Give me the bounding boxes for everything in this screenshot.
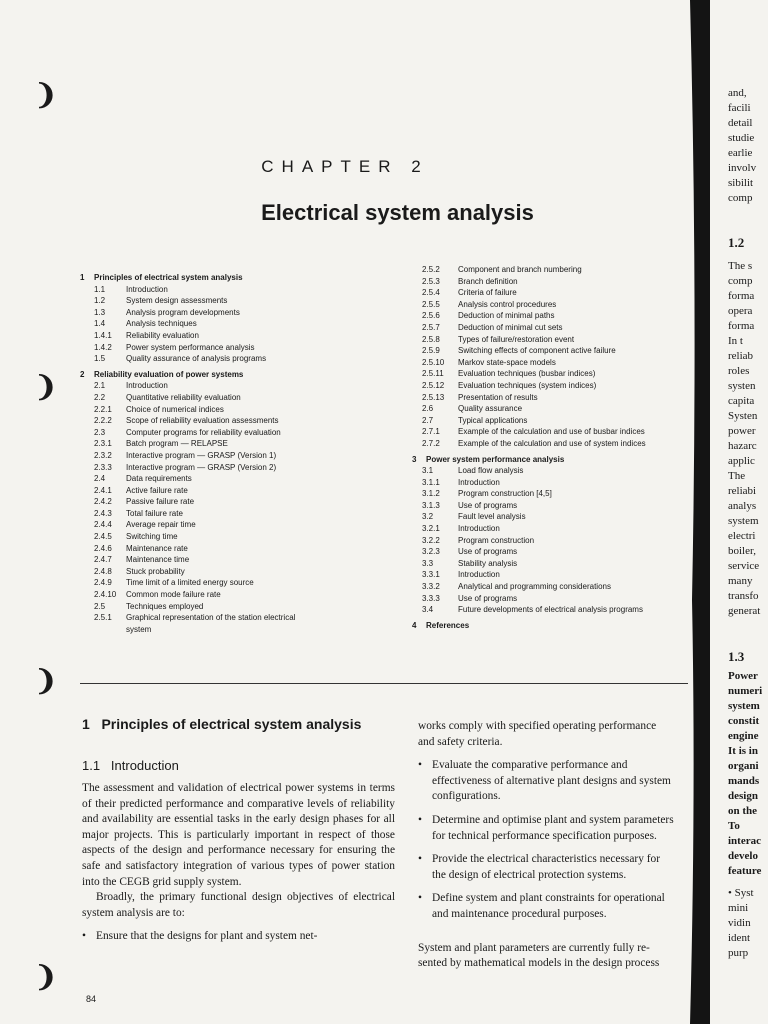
adjacent-page-line: system [728,515,759,527]
toc-entry-number: 2.4.4 [94,520,112,530]
toc-entry-title: Introduction [458,477,500,487]
adjacent-page-line: vidin [728,917,751,929]
toc-entry-number: 1 [80,273,85,282]
toc-entry [412,523,690,535]
adjacent-page-line: systen [728,380,756,392]
toc-entry-number: 2.5.6 [422,311,440,321]
toc-entry-number: 3.3.1 [422,570,440,580]
adjacent-page-line: numeri [728,685,763,697]
adjacent-page-line: studie [728,132,755,144]
chapter-label: CHAPTER 2 [261,157,429,176]
toc-entry [80,318,370,330]
bullet-icon: • [418,892,422,905]
bullet-icon: • [418,853,422,866]
closing-text [418,941,686,972]
bullet-item [418,758,686,805]
toc-entry [80,531,370,543]
toc-entry-number: 2.4.6 [94,543,112,553]
toc-entry-number: 3.2.3 [422,547,440,557]
toc-entry-title: Evaluation techniques (system indices) [458,380,597,390]
toc-entry [412,546,690,558]
toc-entry [412,438,690,450]
toc-entry [412,380,690,392]
toc-entry [412,415,690,427]
adjacent-page-line: design [728,790,758,802]
toc-entry [80,519,370,531]
toc-entry-number: 1.3 [94,307,106,317]
adjacent-page-line: facili [728,102,751,114]
toc-entry-title: Presentation of results [458,392,538,402]
toc-entry [412,454,690,466]
adjacent-page-line: generat [728,605,761,617]
toc-entry [412,264,690,276]
bullet-item [418,891,686,922]
adjacent-page-line: 1.2 [728,235,745,250]
toc-entry-title: Interactive program — GRASP (Version 1) [126,450,277,460]
toc-entry-title: Example of the calculation and use of busbar indices [458,427,645,437]
toc-entry [80,353,370,365]
toc-entry-title: Analysis program developments [126,307,240,317]
adjacent-page-line: involv [728,162,757,174]
adjacent-page-line: ident [728,932,750,944]
adjacent-page-line: electri [728,530,756,542]
toc-entry-number: 3.1.3 [422,500,440,510]
toc-entry [412,477,690,489]
toc-entry-title: Use of programs [458,593,518,603]
toc-entry-title: References [426,620,470,630]
toc-entry [80,508,370,520]
toc-entry-number: 2.1 [94,381,106,391]
toc-entry [80,462,370,474]
toc-entry-title: Maintenance rate [126,543,188,553]
toc-entry-title: Program construction [458,535,535,545]
toc-entry-number: 1.1 [94,284,106,294]
toc-entry [412,287,690,299]
adjacent-page-line: mands [728,775,760,787]
body-left-column [82,716,395,945]
toc-entry [80,415,370,427]
toc-entry-number: 1.4.2 [94,342,112,352]
toc-entry [412,558,690,570]
adjacent-page-line: The s [728,260,753,272]
toc-entry-title: Deduction of minimal cut sets [458,322,563,332]
toc-entry-title: Reliability evaluation [126,330,199,340]
bullet-text: Ensure that the designs for plant and system net- [96,930,318,943]
toc-entry-number: 2.5.7 [422,322,440,332]
adjacent-page-line: comp [728,192,753,204]
toc-entry [412,322,690,334]
toc-entry-title: Interactive program — GRASP (Version 2) [126,462,277,472]
toc-entry [412,488,690,500]
toc-entry [412,403,690,415]
toc-entry [412,511,690,523]
text-line: and maintenance procedural purposes. [432,907,607,920]
toc-entry-title: Reliability evaluation of power systems [94,369,244,379]
toc-entry-number: 3 [412,454,417,464]
book-binding-shadow [690,0,710,1024]
toc-entry [80,369,370,381]
bullet-item [418,852,686,883]
toc-entry-number: 3.1.2 [422,489,440,499]
toc-entry-number: 2.2 [94,392,106,402]
adjacent-page-line: purp [728,947,749,959]
toc-entry-number: 2.4 [94,474,106,484]
toc-entry [412,604,690,616]
adjacent-page-line: transfo [728,590,759,602]
toc-entry-number: 2.5.11 [422,369,444,379]
toc-entry-title: Criteria of failure [458,288,517,298]
text-line: Determine and optimise plant and system parameters [432,813,674,826]
page-number: 84 [86,994,97,1004]
adjacent-page-line: detail [728,117,753,129]
toc-entry-title: Stability analysis [458,558,518,568]
toc-entry [412,535,690,547]
toc-entry [80,589,370,601]
toc-entry-title: Analysis techniques [126,319,197,329]
toc-entry [412,357,690,369]
toc-entry-title: Quality assurance of analysis programs [126,354,267,364]
toc-entry-title: Future developments of electrical analysis programs [458,605,643,615]
adjacent-page-line: 1.3 [728,649,745,664]
adjacent-page-line: on the [728,805,758,817]
bullet-icon: • [418,759,422,772]
adjacent-page-line: develo [728,850,758,862]
toc-entry-title: Program construction [4,5] [458,489,552,499]
toc-entry [412,620,690,632]
adjacent-page-line: comp [728,275,753,287]
toc-entry [80,392,370,404]
text-line: configurations. [432,790,501,803]
toc-entry-title: Data requirements [126,474,192,484]
toc-entry-title: Time limit of a limited energy source [126,578,254,588]
toc-entry-title: Computer programs for reliability evaluation [126,427,281,437]
text-line: Evaluate the comparative performance and [432,759,628,772]
adjacent-page-line: power [728,425,756,437]
toc-entry [412,593,690,605]
toc-entry-number: 2.4.7 [94,555,112,565]
toc-entry-title: Average repair time [126,520,196,530]
toc-entry-title: Types of failure/restoration event [458,334,575,344]
bullet-item [82,929,395,945]
text-line: Define system and plant constraints for operational [432,892,665,905]
margin-clip-mark: ❩ [34,664,58,697]
toc-entry-title: Batch program — RELAPSE [126,439,228,449]
bullet-text [432,891,665,922]
toc-entry-number: 2.4.2 [94,497,112,507]
toc-entry-number: 3.3.3 [422,593,440,603]
toc-entry-number: 3.1 [422,466,434,476]
toc-entry-number: 2.3.2 [94,450,112,460]
toc-entry [80,450,370,462]
toc-entry-number: 2.2.1 [94,404,112,414]
text-line: the design of electrical protection systems. [432,868,627,881]
toc-entry [80,438,370,450]
bullet-text [432,813,674,844]
toc-entry-number: 1.2 [94,296,106,306]
toc-entry-title: Switching effects of component active failure [458,346,616,356]
toc-entry-number: 2.5.1 [94,613,112,623]
toc-entry-title: System design assessments [126,296,228,306]
toc-entry-number: 1.4.1 [94,330,112,340]
toc-entry-title: Total failure rate [126,508,183,518]
adjacent-page-line: boiler, [728,545,756,557]
toc-entry-number: 2.5 [94,601,106,611]
margin-clip-mark: ❩ [34,960,58,993]
toc-entry-title: Quality assurance [458,404,523,414]
toc-entry [80,577,370,589]
toc-entry [80,295,370,307]
toc-entry [80,485,370,497]
toc-left-column [80,268,370,635]
toc-entry-title: Introduction [126,284,168,294]
text-line: System and plant parameters are currently fully re- [418,941,650,954]
toc-entry-number: 2.7.1 [422,427,440,437]
body-right-column [418,719,686,972]
margin-clip-mark: ❩ [34,370,58,403]
adjacent-page-line: In t [728,335,743,347]
toc-entry-title: Quantitative reliability evaluation [126,392,241,402]
continued-text [418,719,686,750]
adjacent-page-line: mini [728,902,749,914]
toc-entry [80,342,370,354]
adjacent-page-line: Systen [728,410,758,422]
toc-right-column [412,264,690,631]
adjacent-page-line: earlie [728,147,753,159]
toc-entry-title: Introduction [458,524,500,534]
adjacent-page-fragment [722,0,768,1024]
toc-entry [412,345,690,357]
toc-entry [412,569,690,581]
bullet-item [418,813,686,844]
toc-entry-number: 2.7.2 [422,438,440,448]
toc-entry [80,601,370,613]
toc-entry [80,473,370,485]
toc-entry-title: Active failure rate [126,485,188,495]
toc-entry-number: 2.5.13 [422,392,445,402]
toc-entry-title: Example of the calculation and use of system indices [458,438,646,448]
adjacent-page-line: • Syst [728,887,754,899]
toc-entry-title: Power system performance analysis [426,454,565,464]
adjacent-page-line: analys [728,500,757,512]
toc-entry [412,368,690,380]
adjacent-page-line: organi [728,760,759,772]
intro-paragraph: The assessment and validation of electrical power systems in terms of their predicted performance and comparative levels of reliability and availability are essential tasks in the early design phases for all major projects. This is particularly important in respect of those aspects of the design and performance necessary for ensuring the safe and satisfactory integration of various types of power station into the CEGB grid supply system. [82,782,395,888]
toc-entry [412,310,690,322]
toc-entry [80,380,370,392]
adjacent-page-line: forma [728,320,755,332]
subsection-heading: 1.1 Introduction [82,758,179,773]
toc-entry [80,496,370,508]
toc-entry [80,330,370,342]
toc-entry-title: Power system performance analysis [126,342,255,352]
toc-entry-number: 2.5.4 [422,288,440,298]
toc-entry [412,276,690,288]
toc-entry-number: 2.3 [94,427,106,437]
section-heading: 1 Principles of electrical system analysis [82,716,362,732]
toc-entry-title: Use of programs [458,547,518,557]
adjacent-page-line: forma [728,290,755,302]
toc-entry-title: Choice of numerical indices [126,404,224,414]
toc-entry-number: 3.3.2 [422,582,440,592]
toc-entry-title: Introduction [126,381,168,391]
section-divider [80,683,688,684]
toc-entry-number: 2.5.12 [422,380,445,390]
toc-entry-title: Branch definition [458,276,518,286]
toc-entry [80,284,370,296]
margin-clip-mark: ❩ [34,78,58,111]
adjacent-page-line: many [728,575,753,587]
toc-entry [80,427,370,439]
objectives-paragraph: Broadly, the primary functional design objectives of electrical system analysis are to: [82,891,395,919]
toc-entry-number: 2.4.5 [94,532,112,542]
toc-entry-number: 2.4.1 [94,485,112,495]
adjacent-page-line: and, [728,87,747,99]
toc-entry-number: 2.3.3 [94,462,112,472]
toc-entry [80,612,370,624]
adjacent-page-line: engine [728,730,759,742]
text-line: Provide the electrical characteristics necessary for [432,853,661,866]
toc-entry-title: Stuck probability [126,566,185,576]
adjacent-page-line: reliabi [728,485,757,497]
toc-entry-title: system [126,624,152,634]
adjacent-page-line: applic [728,455,755,467]
toc-entry-title: Analysis control procedures [458,299,557,309]
toc-entry-number: 2.4.10 [94,590,117,600]
adjacent-page-line: interac [728,835,761,847]
toc-entry-title: Switching time [126,532,178,542]
adjacent-page-line: roles [728,365,750,377]
toc-entry-number: 2 [80,369,85,379]
toc-entry-number: 2.7 [422,415,434,425]
chapter-title: Electrical system analysis [261,200,534,225]
toc-entry-title: Techniques employed [126,601,204,611]
bullet-icon: • [82,930,86,943]
text-line: works comply with specified operating performance [418,720,657,732]
toc-entry-title: Markov state-space models [458,357,556,367]
adjacent-page-line: The [728,470,746,482]
text-line: and safety criteria. [418,735,503,748]
toc-entry-title: Maintenance time [126,555,190,565]
toc-entry-number: 2.5.9 [422,346,440,356]
toc-entry [412,392,690,404]
adjacent-page-line: It is in [728,745,758,757]
toc-entry-number: 2.6 [422,404,434,414]
toc-entry [412,334,690,346]
toc-entry-title: Deduction of minimal paths [458,311,555,321]
toc-entry-title: Principles of electrical system analysis [94,273,243,282]
adjacent-page-line: capita [728,395,755,407]
toc-entry [412,465,690,477]
toc-entry-number: 2.2.2 [94,416,112,426]
adjacent-page-line: sibilit [728,177,754,189]
adjacent-page-line: To [728,820,740,832]
toc-entry-number: 2.5.3 [422,276,440,286]
toc-entry-number: 2.4.9 [94,578,112,588]
adjacent-page-line: opera [728,305,753,317]
toc-entry-number: 3.1.1 [422,477,440,487]
adjacent-page-line: system [728,700,760,712]
toc-entry-title: Analytical and programming considerations [458,582,611,592]
toc-entry-number: 2.5.8 [422,334,440,344]
toc-entry [412,581,690,593]
toc-entry-number: 4 [412,620,417,630]
toc-entry [80,624,370,636]
toc-entry-number: 1.5 [94,354,106,364]
toc-entry [80,272,370,284]
toc-entry-title: Passive failure rate [126,497,195,507]
adjacent-page-line: Power [728,670,758,682]
toc-entry [80,554,370,566]
adjacent-page-line: constit [728,715,760,727]
toc-entry [412,500,690,512]
adjacent-page-line: hazarc [728,440,757,452]
toc-entry-number: 2.4.8 [94,566,112,576]
toc-entry [412,426,690,438]
bullet-text [432,852,660,883]
text-line: for technical performance specification purposes. [432,829,657,842]
toc-entry-number: 1.4 [94,319,106,329]
toc-entry-number: 2.5.5 [422,299,440,309]
bullet-text [432,758,671,805]
toc-entry-title: Scope of reliability evaluation assessments [126,416,279,426]
toc-entry-title: Common mode failure rate [126,590,221,600]
text-line: sented by mathematical models in the design process [418,957,660,970]
toc-entry-number: 2.3.1 [94,439,112,449]
text-line: effectiveness of alternative plant designs and system [432,774,671,787]
toc-entry-title: Evaluation techniques (busbar indices) [458,369,596,379]
toc-entry-number: 3.2 [422,512,434,522]
adjacent-page-line: service [728,560,760,572]
bullet-icon: • [418,813,422,826]
toc-entry-title: Component and branch numbering [458,265,582,274]
toc-entry-title: Fault level analysis [458,512,526,522]
toc-entry [412,299,690,311]
toc-entry-number: 2.5.10 [422,357,445,367]
toc-entry-number: 2.4.3 [94,508,112,518]
toc-entry-title: Use of programs [458,500,518,510]
toc-entry-title: Typical applications [458,415,528,425]
toc-entry-number: 3.3 [422,558,434,568]
toc-entry-title: Introduction [458,570,500,580]
toc-entry [80,543,370,555]
toc-entry-number: 3.4 [422,605,434,615]
adjacent-page-line: feature [728,865,762,877]
adjacent-page-line: reliab [728,350,754,362]
toc-entry-title: Load flow analysis [458,466,524,476]
toc-entry-title: Graphical representation of the station electrical [126,613,296,623]
toc-entry-number: 2.5.2 [422,265,440,274]
toc-entry [80,566,370,578]
toc-entry [80,307,370,319]
toc-entry-number: 3.2.1 [422,524,440,534]
toc-entry [80,404,370,416]
toc-entry-number: 3.2.2 [422,535,440,545]
